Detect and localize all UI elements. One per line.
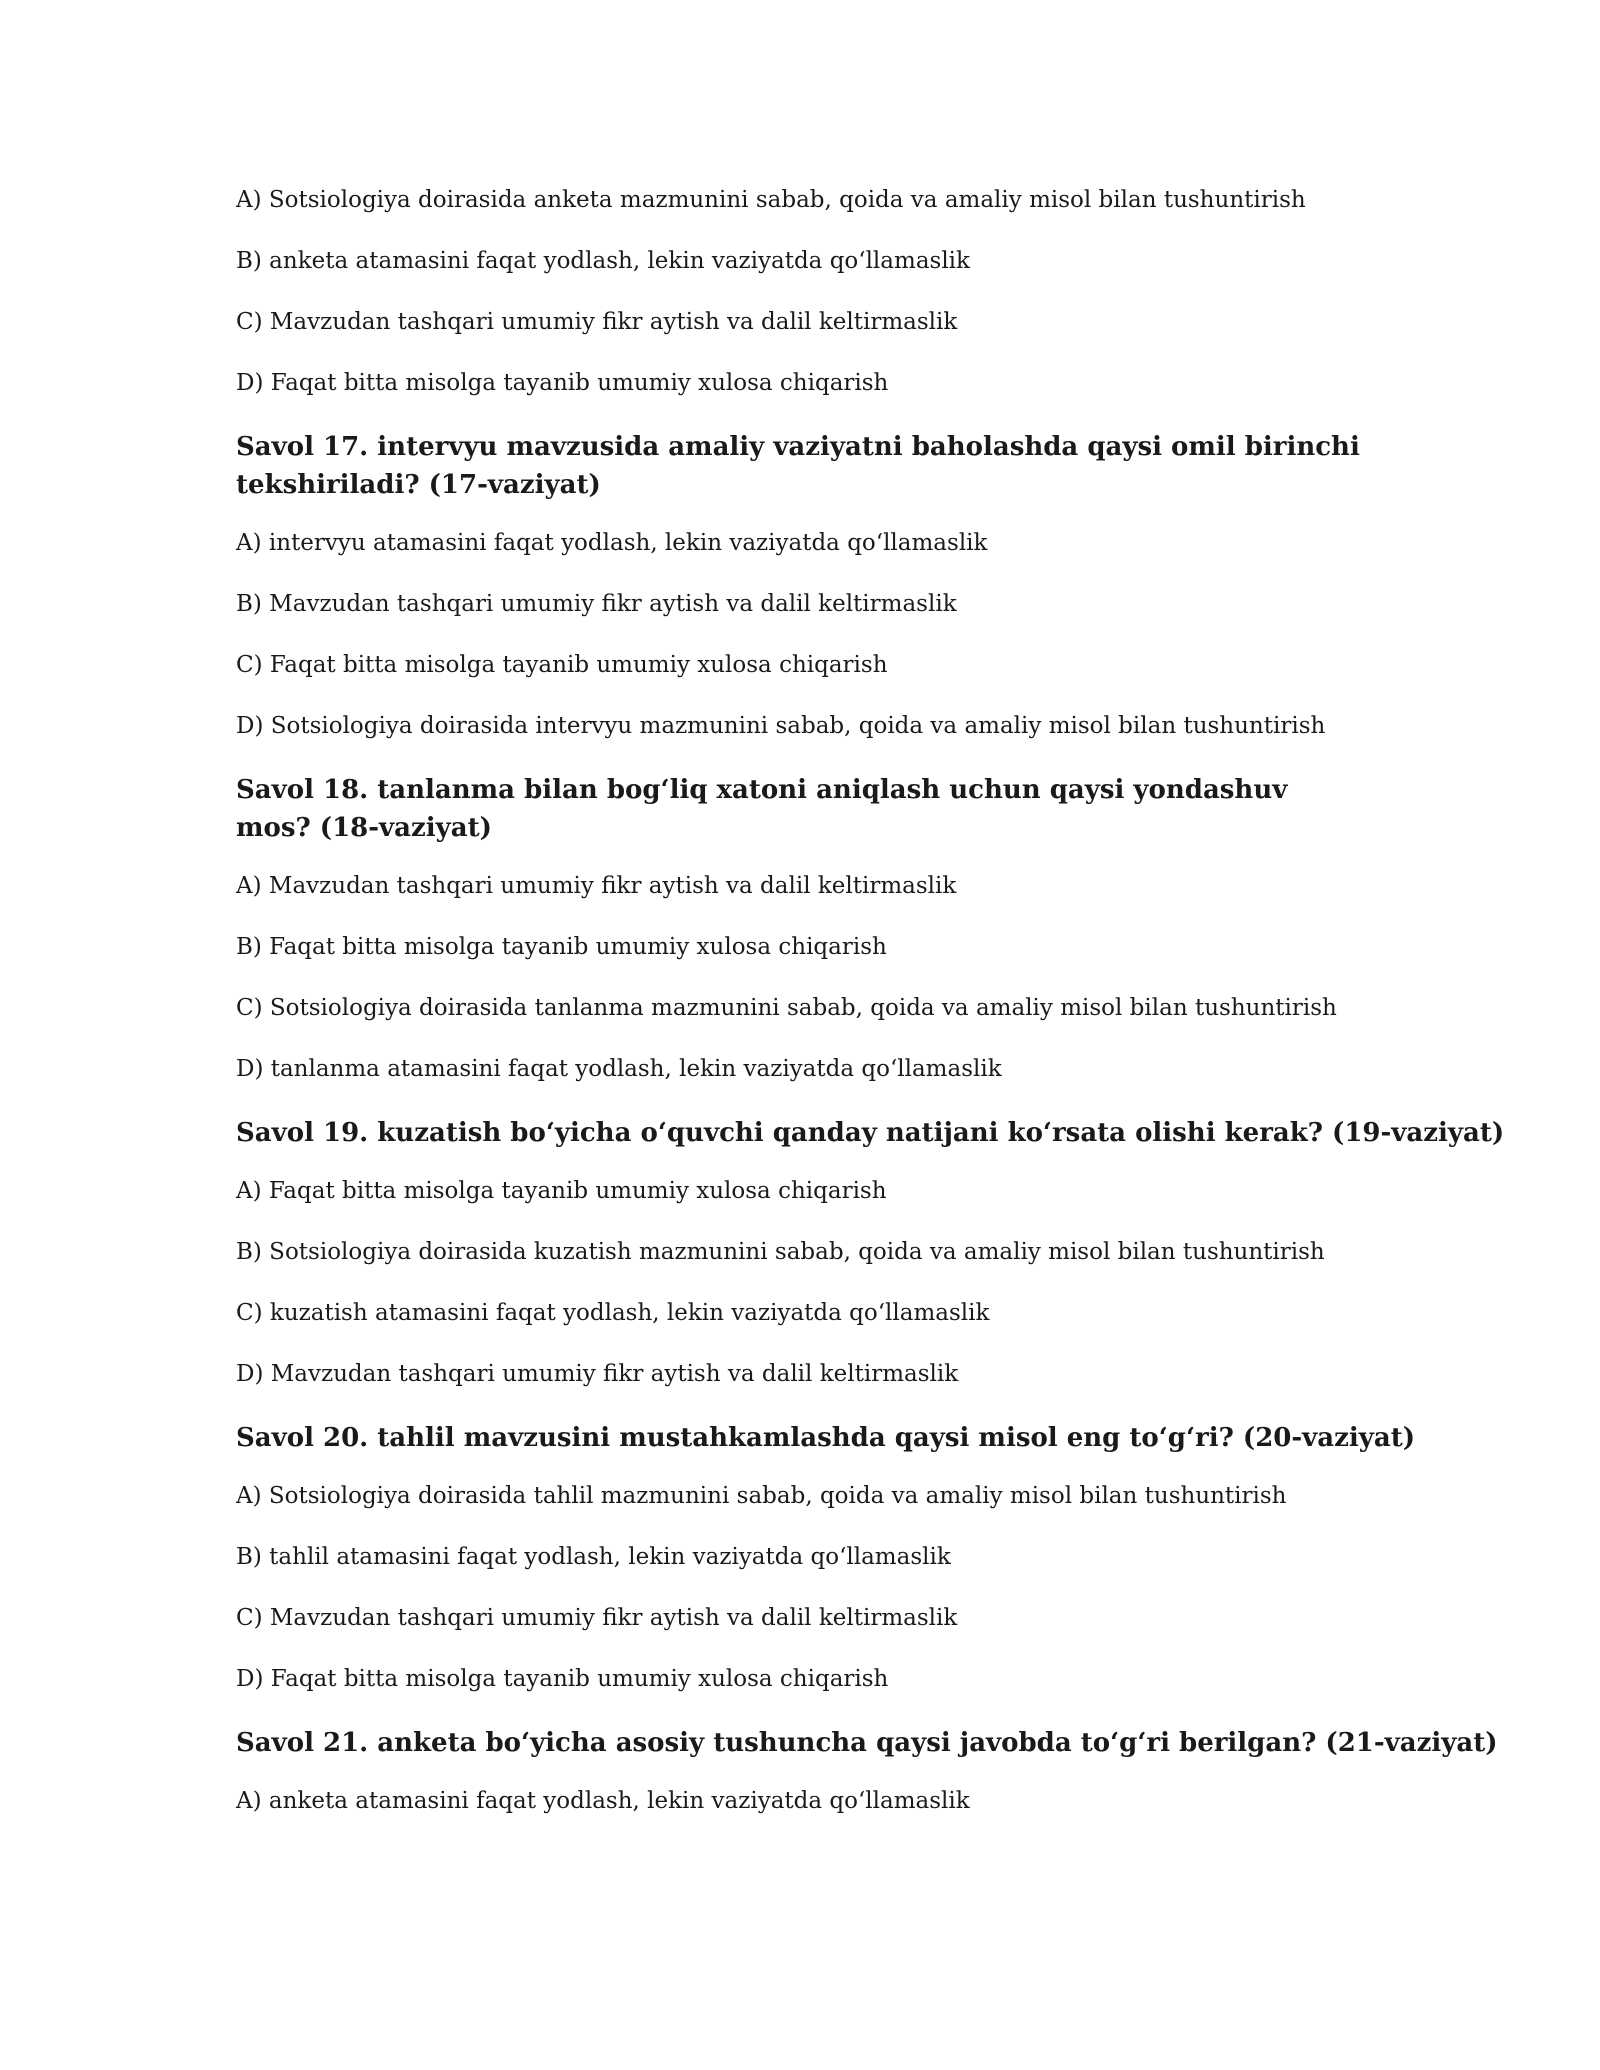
question-heading: Savol 17. intervyu mavzusida amaliy vaziyatni baholashda qaysi omil birinchi tekshiriladi? (17-vaziyat)	[236, 432, 1360, 500]
answer-option: A) Mavzudan tashqari umumiy fikr aytish va dalil keltirmaslik	[236, 873, 957, 899]
answer-option: C) Sotsiologiya doirasida tanlanma mazmunini sabab, qoida va amaliy misol bilan tushuntirish	[236, 995, 1337, 1021]
answer-option: D) Faqat bitta misolga tayanib umumiy xulosa chiqarish	[236, 370, 889, 396]
answer-option: D) tanlanma atamasini faqat yodlash, lekin vaziyatda qo‘llamaslik	[236, 1056, 1002, 1082]
answer-option: B) anketa atamasini faqat yodlash, lekin vaziyatda qo‘llamaslik	[236, 248, 970, 274]
answer-option: C) Faqat bitta misolga tayanib umumiy xulosa chiqarish	[236, 652, 888, 678]
answer-option: D) Sotsiologiya doirasida intervyu mazmunini sabab, qoida va amaliy misol bilan tushuntirish	[236, 713, 1326, 739]
answer-option: B) Sotsiologiya doirasida kuzatish mazmunini sabab, qoida va amaliy misol bilan tushuntirish	[236, 1239, 1325, 1265]
answer-option: A) anketa atamasini faqat yodlash, lekin vaziyatda qo‘llamaslik	[236, 1788, 970, 1814]
answer-option: A) Faqat bitta misolga tayanib umumiy xulosa chiqarish	[236, 1178, 887, 1204]
answer-option: C) kuzatish atamasini faqat yodlash, lekin vaziyatda qo‘llamaslik	[236, 1300, 990, 1326]
question-heading: Savol 21. anketa bo‘yicha asosiy tushuncha qaysi javobda to‘g‘ri berilgan? (21-vaziyat)	[236, 1728, 1498, 1758]
answer-option: A) intervyu atamasini faqat yodlash, lekin vaziyatda qo‘llamaslik	[236, 530, 988, 556]
answer-option: C) Mavzudan tashqari umumiy fikr aytish va dalil keltirmaslik	[236, 309, 958, 335]
answer-option: B) tahlil atamasini faqat yodlash, lekin vaziyatda qo‘llamaslik	[236, 1544, 951, 1570]
answer-option: B) Mavzudan tashqari umumiy fikr aytish va dalil keltirmaslik	[236, 591, 957, 617]
answer-option: B) Faqat bitta misolga tayanib umumiy xulosa chiqarish	[236, 934, 887, 960]
question-heading: Savol 18. tanlanma bilan bog‘liq xatoni aniqlash uchun qaysi yondashuv mos? (18-vaziyat)	[236, 775, 1288, 843]
answer-option: C) Mavzudan tashqari umumiy fikr aytish va dalil keltirmaslik	[236, 1605, 958, 1631]
question-heading: Savol 19. kuzatish bo‘yicha o‘quvchi qanday natijani ko‘rsata olishi kerak? (19-vaziyat)	[236, 1118, 1505, 1148]
document-page	[236, 184, 1505, 1846]
answer-option: A) Sotsiologiya doirasida tahlil mazmunini sabab, qoida va amaliy misol bilan tushuntirish	[236, 1483, 1287, 1509]
answer-option: A) Sotsiologiya doirasida anketa mazmunini sabab, qoida va amaliy misol bilan tushuntirish	[236, 187, 1306, 213]
answer-option: D) Faqat bitta misolga tayanib umumiy xulosa chiqarish	[236, 1666, 889, 1692]
answer-option: D) Mavzudan tashqari umumiy fikr aytish va dalil keltirmaslik	[236, 1361, 959, 1387]
question-heading: Savol 20. tahlil mavzusini mustahkamlashda qaysi misol eng to‘g‘ri? (20-vaziyat)	[236, 1423, 1416, 1453]
